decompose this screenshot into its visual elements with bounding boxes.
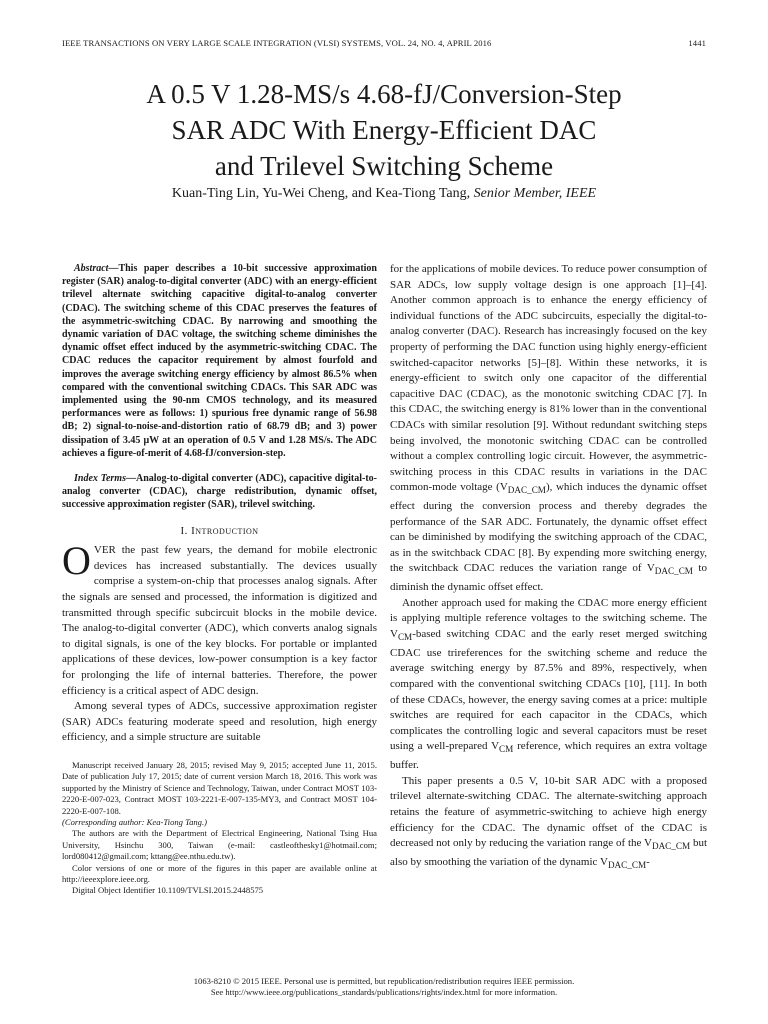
subscript: CM	[397, 632, 413, 643]
author-membership: Senior Member, IEEE	[473, 186, 597, 201]
footnotes	[62, 760, 377, 897]
subscript: DAC_CM	[654, 566, 693, 577]
copyright-line-2: See http://www.ieee.org/publications_standards/publications/rights/index.html for more information.	[210, 987, 558, 998]
index-terms-text: Analog-to-digital converter (ADC), capacitive digital-to-analog converter (CDAC), charge redistribution, dynamic offset, successive approximation register (SAR), trilevel switching.	[62, 473, 377, 511]
right-paragraph-2	[390, 596, 707, 774]
subscript: DAC_CM	[651, 841, 691, 852]
footnote-manuscript-text: Manuscript received January 28, 2015; revised May 9, 2015; accepted June 11, 2015. Date of publication July 17, 2015; date of current version March 18, 2016. This work was supported by the Ministry of Science and Technology, Taiwan, under Contract MOST 103-2220-E-007-023, Contract MOST 103-2221-E-007-135-MY3, and Contract MOST 104-2220-E-007-108.	[62, 759, 377, 816]
title-line-2: SAR ADC With Energy-Efficient DAC	[171, 115, 597, 145]
left-column	[62, 262, 377, 897]
page-number: 1441	[688, 38, 706, 48]
running-header	[62, 38, 706, 50]
abstract-label: Abstract—	[74, 263, 119, 274]
index-terms	[62, 472, 377, 512]
right-p1-text-a: for the applications of mobile devices. To reduce power consumption of SAR ADCs, low supply voltage design is one approach [1]–[4]. Another common approach is to enhance the energy efficiency of individual functions of the ADC subcircuits, especially the digital-to-analog converter (DAC). Research has increasingly focused on the key property of performing the DAC function using highly energy-efficient switched-capacitor networks [5]–[8]. Within these networks, it is energy-efficient to switch only one capacitor of the differential capacitive DAC (CDAC), as the monotonic switching CDAC [7]. In this CDAC, the switching energy is 81% lower than in the conventional CDACs with similar resolution [9]. Without redundant switching steps being involved, the monotonic switching CDAC can be controlled without a complex controlling logic circuit. However, the asymmetric-switching process in this CDAC results in variations in the DAC common-mode voltage (V	[390, 263, 707, 494]
footnote-color: Color versions of one or more of the figures in this paper are available online at http://ieeexplore.ieee.org.	[62, 862, 377, 885]
intro-paragraph-2: Among several types of ADCs, successive approximation register (SAR) ADCs featuring moderate speed and resolution, high energy efficiency, and a simple structure are suitable	[62, 700, 377, 744]
subscript: DAC_CM	[607, 860, 647, 871]
subscript: CM	[499, 744, 514, 755]
right-p3-text-a: This paper presents a 0.5 V, 10-bit SAR ADC with a proposed trilevel alternate-switching CDAC. The alternate-switching approach retains the feature of asymmetric-switching to achieve high energy efficiency for the CDAC. The dynamic offset of the CDAC is decreased not only by reducing the variation range of the V	[390, 774, 707, 850]
journal-name: IEEE TRANSACTIONS ON VERY LARGE SCALE INTEGRATION (VLSI) SYSTEMS, VOL. 24, NO. 4, APRIL 2016	[62, 38, 492, 48]
corresponding-author: (Corresponding author: Kea-Tiong Tang.)	[62, 817, 207, 827]
subscript: DAC_CM	[507, 485, 546, 496]
index-terms-label: Index Terms—	[74, 473, 136, 485]
author-list	[62, 186, 706, 202]
right-p2-text-a: Another approach used for making the CDAC more energy efficient is applying multiple reference voltages to the switching scheme. The V	[390, 596, 707, 641]
right-column	[390, 262, 707, 874]
right-paragraph-3	[390, 774, 707, 874]
right-p2-text-c: reference, which requires an extra voltage buffer.	[390, 740, 707, 772]
footnote-manuscript	[62, 760, 377, 828]
title-line-3: and Trilevel Switching Scheme	[214, 151, 554, 181]
intro-p1-text: VER the past few years, the demand for mobile electronic devices has increased substantially. The devices usually comprise a system-on-chip that processes analog signals. After the signals are sensed and processed, the information is digitized and transmitted through specific subcircuit blocks in the mobile device. The analog-to-digital converter (ADC), which converts analog signals to digital signals, is one of the key blocks. For portable or implanted applications of these devices, low-power consumption is a key factor for prolonging the life of internal batteries. Therefore, the power efficiency is a critical aspect of ADC design.	[62, 544, 377, 697]
abstract	[62, 262, 377, 460]
copyright-line-1: 1063-8210 © 2015 IEEE. Personal use is permitted, but republication/redistribution requires IEEE permission.	[193, 976, 575, 986]
right-p3-text-c: -	[646, 855, 650, 868]
section-heading	[62, 524, 377, 540]
abstract-text: This paper describes a 10-bit successive approximation register (SAR) analog-to-digital converter (ADC) with an energy-efficient trilevel alternate switching capacitive digital-to-analog converter (CDAC). The switching scheme of this CDAC preserves the features of the asymmetric-switching CDAC. By narrowing and smoothing the dynamic variation of DAC voltage, the switching scheme diminishes the dynamic offset effect induced by the asymmetric-switching CDAC. The CDAC reduces the capacitor requirement by almost fourfold and improves the average switching energy efficiency by almost 86.5% when compared with the conventional switching CDACs. This SAR ADC was implemented using the 90-nm CMOS technology, and its measured performances were as follows: 1) spurious free dynamic range of 56.98 dB; 2) signal-to-noise-and-distortion ratio of 68.79 dB; and 3) power dissipation of 3.45 μW at an operation of 0.5 V and 1.28 MS/s. The ADC achieves a figure-of-merit of 4.68-fJ/conversion-step.	[62, 263, 377, 459]
section-title: Introduction	[191, 524, 259, 537]
author-names: Kuan-Ting Lin, Yu-Wei Cheng, and Kea-Tiong Tang,	[171, 186, 471, 201]
paper-title	[62, 76, 706, 184]
right-p1-text-c: to diminish the dynamic offset effect.	[390, 562, 707, 594]
right-p2-text-b: -based switching CDAC and the early reset merged switching CDAC use trireferences for the switching scheme and reduce the average switching energy by 87.5% and 89%, respectively, when compared with the conventional switching CDACs [10], [11]. In both of these CDACs, however, the energy saving comes at a price: multiple switches are required for each capacitor in the CDACs, which complicates the controlling logic and several capacitors must be reset using a well-prepared V	[390, 628, 707, 753]
footnote-affiliation: The authors are with the Department of Electrical Engineering, National Tsing Hua University, Hsinchu 300, Taiwan (e-mail: castleofthesky1@hotmail.com; lord080412@gmail.com; kttang@ee.nthu.edu.tw).	[62, 828, 377, 862]
intro-paragraph-1	[62, 538, 377, 699]
section-number: I.	[180, 524, 188, 537]
right-p1-text-b: ), which induces the dynamic offset effect during the conversion process and thereby degrades the performance of the SAR ADC. Fortunately, the dynamic offset effect can be diminished by modifying the switching approach of the CDAC, as in the switchback CDAC [8]. By expending more switching energy, the switchback CDAC reduces the variation range of V	[390, 481, 707, 575]
title-line-1: A 0.5 V 1.28-MS/s 4.68-fJ/Conversion-Step	[146, 79, 622, 109]
copyright-notice	[62, 976, 706, 999]
drop-cap: O	[62, 538, 91, 584]
right-p3-text-b: but also by smoothing the variation of the dynamic V	[390, 837, 707, 868]
footnote-doi: Digital Object Identifier 10.1109/TVLSI.2015.2448575	[72, 885, 264, 896]
right-paragraph-1	[390, 262, 707, 596]
